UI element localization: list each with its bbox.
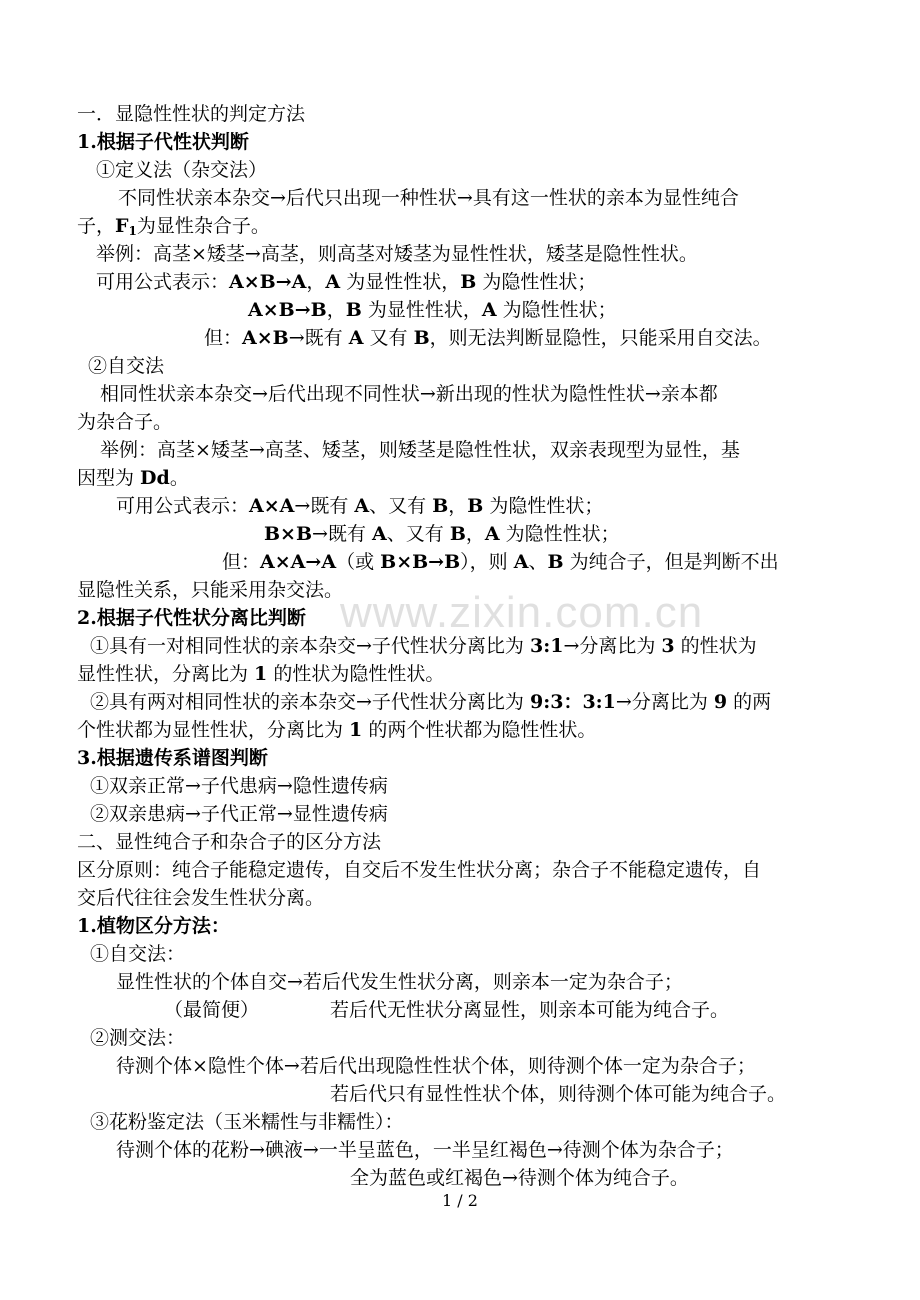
text-run: 。 — [169, 467, 189, 489]
text-run: 为纯合子，但是判断不出 — [563, 551, 779, 573]
text-run: A — [484, 523, 500, 545]
text-run: A×A→A — [260, 551, 337, 573]
text-run: 、又有 — [369, 495, 433, 517]
text-run: 的两 — [727, 691, 772, 713]
text-line — [222, 548, 779, 576]
text-run: 1.根据子代性状判断 — [77, 131, 249, 153]
text-run: →分离比为 — [615, 691, 714, 713]
text-line — [77, 884, 324, 912]
text-run: ， — [465, 523, 485, 545]
text-run: →既有 — [294, 495, 355, 517]
text-run: 为隐性性状； — [499, 523, 620, 545]
text-run: 可用公式表示： — [116, 495, 250, 517]
text-line — [77, 912, 230, 940]
text-run: 为隐性性状； — [483, 495, 604, 517]
text-run: 待测个体的花粉→碘液→一半呈蓝色，一半呈红褐色→待测个体为杂合子； — [116, 1139, 734, 1161]
text-run: B — [460, 271, 477, 293]
text-line — [100, 436, 740, 464]
text-run: ②测交法： — [90, 1027, 186, 1049]
text-run: ①双亲正常→子代患病→隐性遗传病 — [90, 775, 388, 797]
text-run: 待测个体×隐性个体→若后代出现隐性性状个体，则待测个体一定为杂合子； — [116, 1055, 756, 1077]
text-run: 举例：高茎×矮茎→高茎，则高茎对矮茎为显性性状，矮茎是隐性性状。 — [96, 243, 698, 265]
text-line — [116, 1052, 756, 1080]
text-run: 、又有 — [386, 523, 450, 545]
text-run: ，则无法判断显隐性，只能采用自交法。 — [429, 327, 772, 349]
text-line — [77, 716, 596, 744]
text-run: 可用公式表示： — [96, 271, 230, 293]
text-run: 的性状为隐性性状。 — [267, 663, 445, 685]
text-run: 显隐性关系，只能采用杂交法。 — [77, 579, 344, 601]
text-line — [77, 828, 381, 856]
text-line — [350, 1164, 689, 1192]
text-line — [96, 240, 698, 268]
text-run: A — [481, 299, 497, 321]
text-run: B — [432, 495, 449, 517]
text-run: ， — [306, 271, 326, 293]
text-run: 为隐性性状； — [476, 271, 597, 293]
text-run: 但： — [204, 327, 243, 349]
text-line — [100, 380, 718, 408]
text-run: ， — [326, 299, 346, 321]
text-run: 个性状都为显性性状，分离比为 — [77, 719, 350, 741]
text-run: A×B→A — [229, 271, 307, 293]
text-run: B — [547, 551, 564, 573]
text-line — [77, 660, 444, 688]
text-run: 、 — [528, 551, 548, 573]
text-run: 但： — [222, 551, 261, 573]
text-run: 交后代往往会发生性状分离。 — [77, 887, 325, 909]
text-run: A×B — [242, 327, 289, 349]
text-line — [90, 688, 771, 716]
text-line — [330, 996, 729, 1024]
text-line — [96, 268, 596, 296]
text-run: B×B→B — [380, 551, 461, 573]
text-run: ），则 — [460, 551, 514, 573]
text-run: 若后代无性状分离显性，则亲本可能为纯合子。 — [330, 999, 730, 1021]
text-run: 1 — [349, 719, 363, 741]
text-run: 全为蓝色或红褐色→待测个体为纯合子。 — [350, 1167, 689, 1189]
text-run: 举例：高茎×矮茎→高茎、矮茎，则矮茎是隐性性状，双亲表现型为显性，基 — [100, 439, 740, 461]
text-run: 的性状为 — [674, 635, 757, 657]
text-run: B — [413, 327, 430, 349]
text-run: 不同性状亲本杂交→后代只出现一种性状→具有这一性状的亲本为显性纯合 — [118, 187, 739, 209]
text-line — [204, 324, 772, 352]
text-run: A — [354, 495, 370, 517]
text-run: 3.根据遗传系谱图判断 — [77, 747, 268, 769]
text-run: 为显性性状， — [340, 271, 461, 293]
text-line — [90, 1108, 404, 1136]
text-run: ：3:1 — [563, 691, 616, 713]
text-run: B — [467, 495, 484, 517]
text-line — [118, 184, 739, 212]
text-run: ②双亲患病→子代正常→显性遗传病 — [90, 803, 388, 825]
text-run: B — [449, 523, 466, 545]
watermark: www.zixin.com.cn — [340, 588, 704, 637]
text-run: ， — [448, 495, 468, 517]
text-line — [90, 800, 388, 828]
text-line — [77, 604, 306, 632]
text-line — [90, 1024, 185, 1052]
text-run: 显性性状的个体自交→若后代发生性状分离，则亲本一定为杂合子； — [116, 971, 683, 993]
text-run: A — [325, 271, 341, 293]
text-run: （或 — [336, 551, 381, 573]
text-line — [330, 1080, 786, 1108]
text-run: 为隐性性状； — [496, 299, 617, 321]
text-run: F — [115, 215, 129, 237]
text-run: B×B — [264, 523, 313, 545]
text-run: A — [372, 523, 387, 545]
text-line — [77, 408, 172, 436]
text-run: 二、显性纯合子和杂合子的区分方法 — [77, 831, 382, 853]
text-run: 一．显隐性性状的判定方法 — [77, 103, 306, 125]
text-run: 子， — [77, 215, 116, 237]
text-run: →既有 — [312, 523, 373, 545]
text-line — [77, 744, 268, 772]
text-line — [264, 520, 620, 548]
text-line — [116, 968, 683, 996]
text-line — [116, 492, 603, 520]
text-run: →分离比为 — [563, 635, 662, 657]
text-run: 的两个性状都为隐性性状。 — [362, 719, 597, 741]
text-run: 为显性杂合子。 — [136, 215, 270, 237]
text-run: 为杂合子。 — [77, 411, 173, 433]
text-run: ②自交法 — [88, 355, 165, 377]
text-run: 区分原则：纯合子能稳定遗传，自交后不发生性状分离；杂合子不能稳定遗传，自 — [77, 859, 762, 881]
text-line — [77, 128, 249, 156]
text-run: ①具有一对相同性状的亲本杂交→子代性状分离比为 — [90, 635, 530, 657]
text-run: 1 — [128, 224, 137, 238]
text-run: ①自交法： — [90, 943, 186, 965]
text-run: A — [513, 551, 529, 573]
text-run: 显性性状，分离比为 — [77, 663, 255, 685]
text-line — [77, 464, 189, 492]
text-line — [116, 1136, 734, 1164]
text-line — [77, 100, 305, 128]
text-run: ②具有两对相同性状的亲本杂交→子代性状分离比为 — [90, 691, 530, 713]
text-run: B — [345, 299, 362, 321]
text-line — [90, 772, 388, 800]
text-line — [96, 156, 267, 184]
text-run: 1 — [254, 663, 268, 685]
text-run: ①定义法（杂交法） — [96, 159, 268, 181]
text-run: 相同性状亲本杂交→后代出现不同性状→新出现的性状为隐性性状→亲本都 — [100, 383, 718, 405]
text-run: 1.植物区分方法： — [77, 915, 230, 937]
text-run: A — [348, 327, 364, 349]
text-line — [77, 212, 270, 240]
text-run: 3 — [661, 635, 675, 657]
text-run: 为显性性状， — [361, 299, 482, 321]
text-line — [248, 296, 617, 324]
page-number: 1 / 2 — [442, 1191, 478, 1210]
text-run: A×A — [249, 495, 295, 517]
text-run: 若后代只有显性性状个体，则待测个体可能为纯合子。 — [330, 1083, 787, 1105]
text-run: Dd — [140, 467, 170, 489]
text-run: 因型为 — [77, 467, 141, 489]
text-run: 2.根据子代性状分离比判断 — [77, 607, 306, 629]
text-line — [77, 576, 343, 604]
text-line — [77, 856, 761, 884]
text-run: 9 — [713, 691, 728, 713]
text-run: （最简便） — [164, 999, 260, 1021]
text-run: A×B→B — [248, 299, 327, 321]
text-run: →既有 — [288, 327, 349, 349]
text-line — [164, 996, 259, 1024]
text-run: ③花粉鉴定法（玉米糯性与非糯性）： — [90, 1111, 404, 1133]
text-line — [88, 352, 164, 380]
text-run: 9:3 — [529, 691, 564, 713]
text-run: 3:1 — [529, 635, 564, 657]
text-run: 又有 — [363, 327, 414, 349]
text-line — [90, 940, 185, 968]
